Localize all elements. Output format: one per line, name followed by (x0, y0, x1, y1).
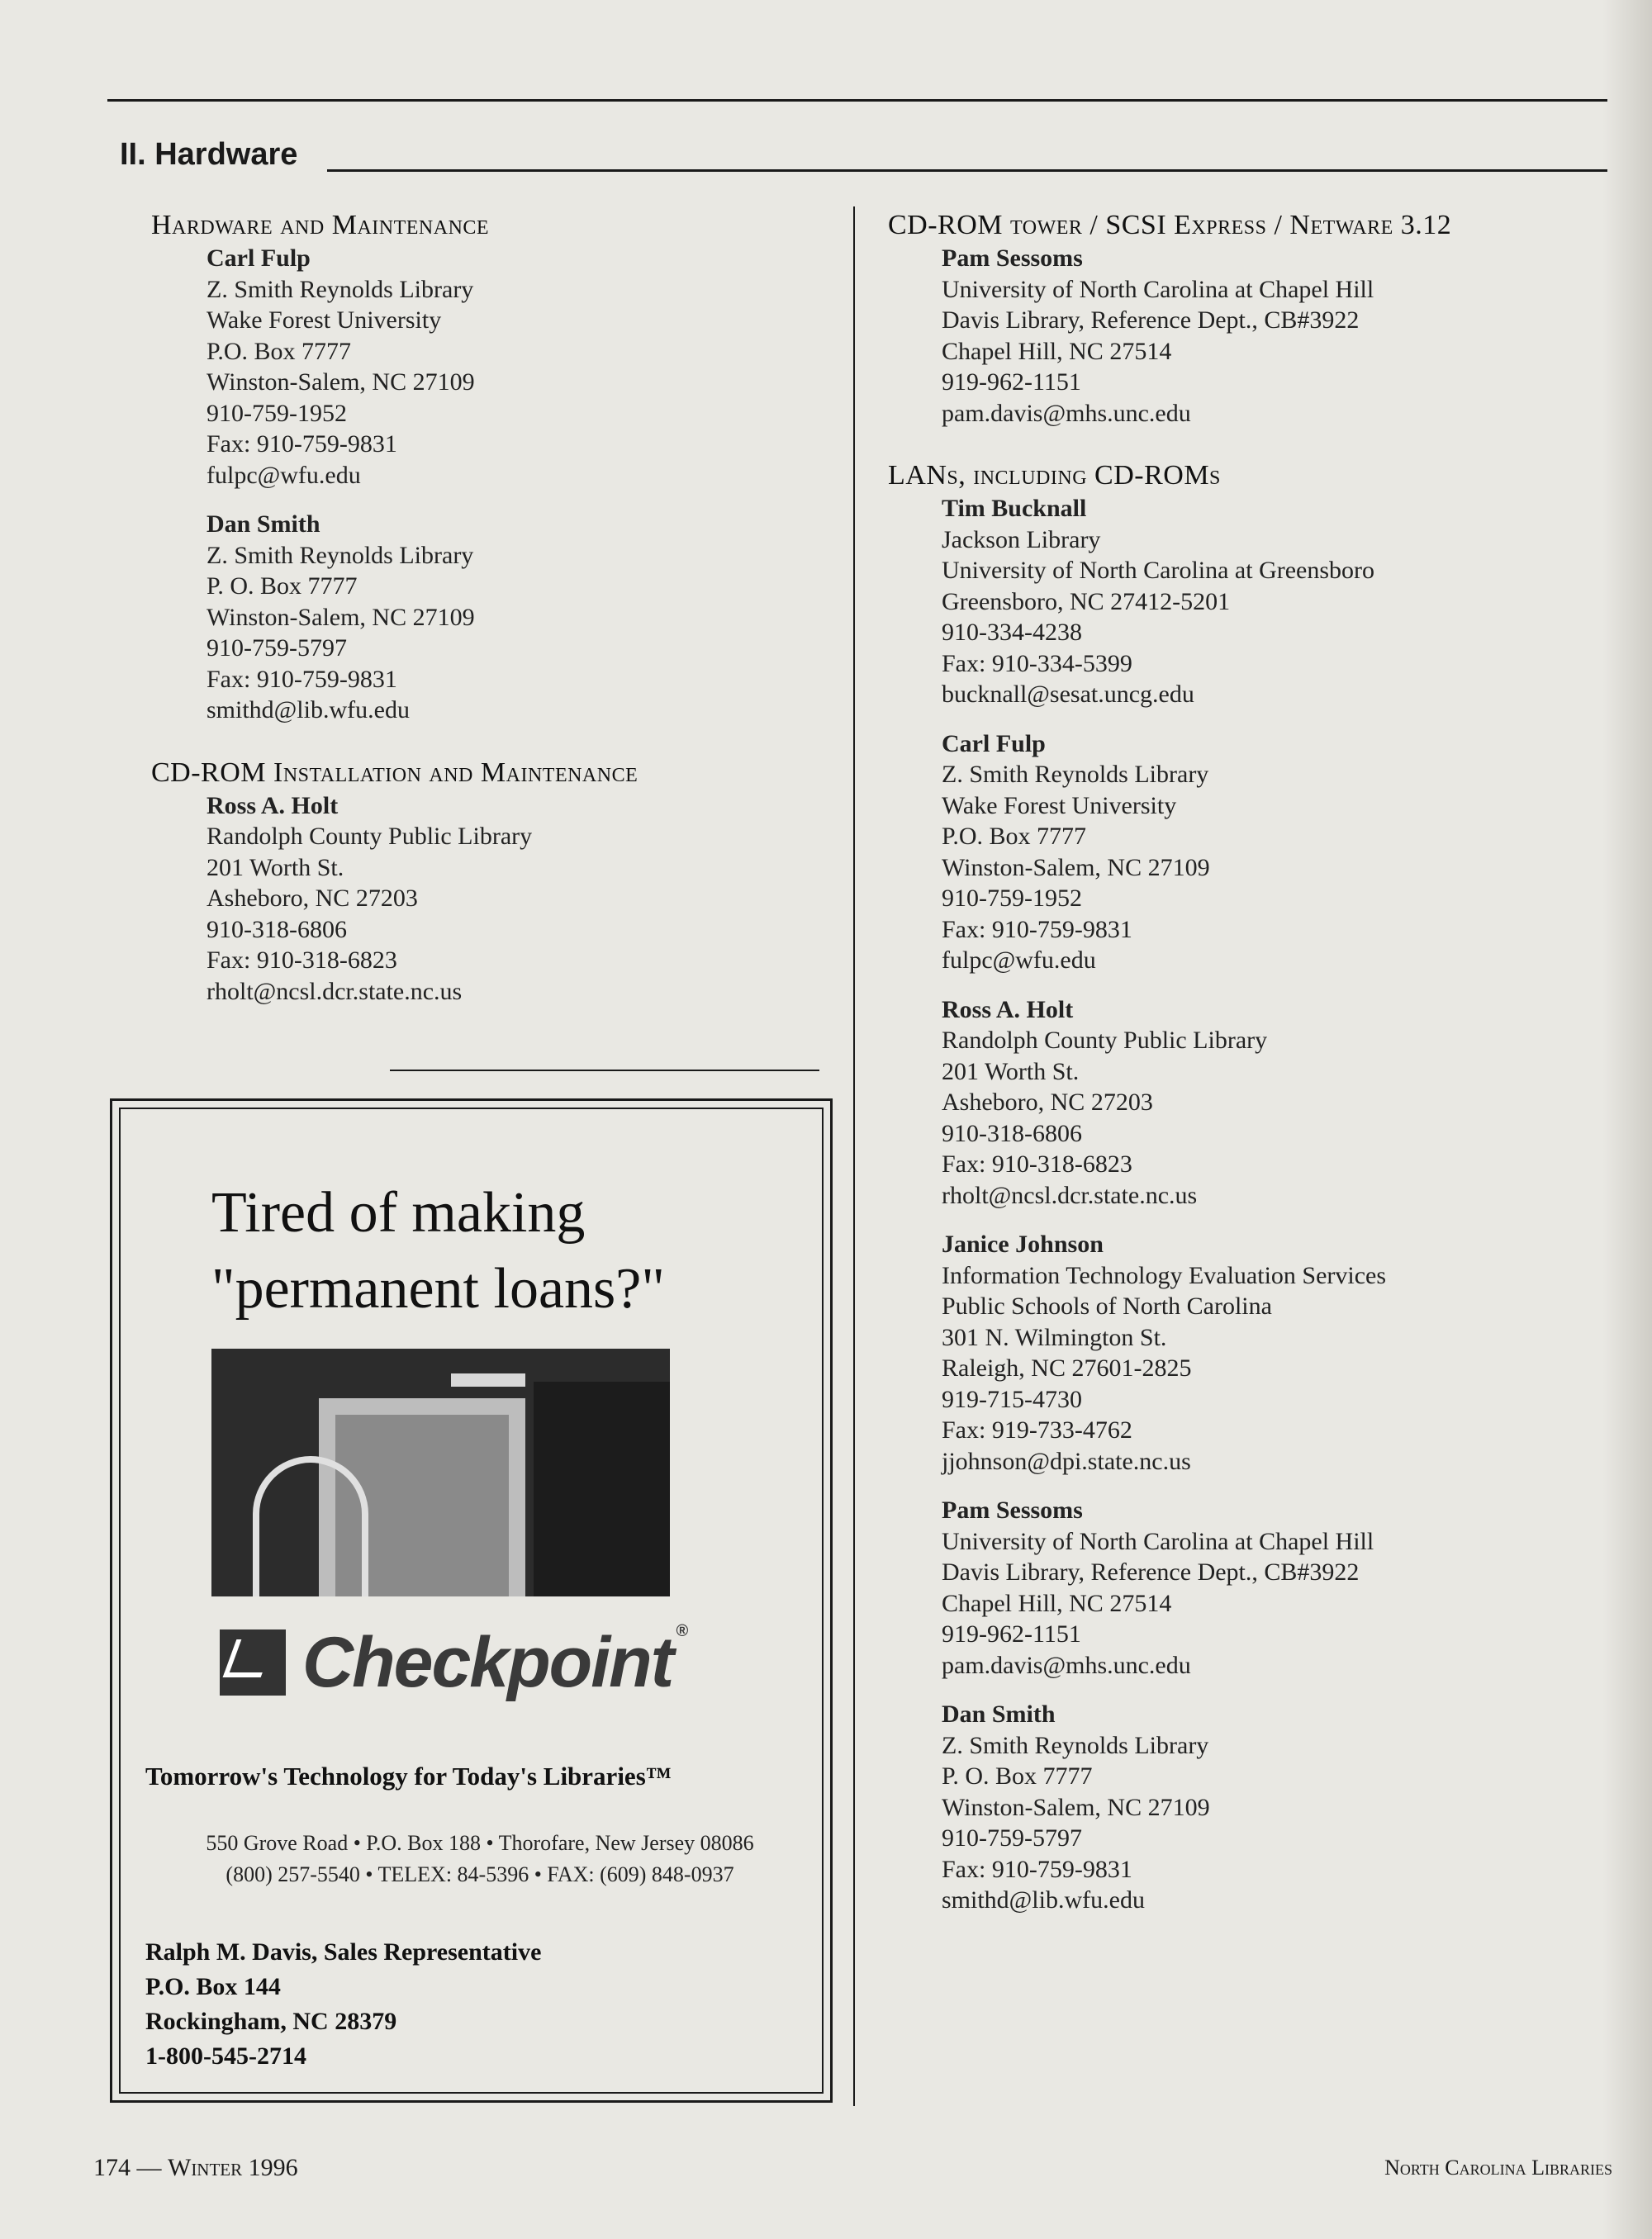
contact-line: 910-318-6806 (206, 915, 347, 943)
contact-line: Z. Smith Reynolds Library (206, 275, 474, 303)
contact-email: rholt@ncsl.dcr.state.nc.us (206, 977, 463, 1005)
category-spacer (888, 429, 1598, 458)
contact-line: Fax: 910-759-9831 (942, 1855, 1132, 1883)
contact-line: 910-759-5797 (942, 1824, 1082, 1852)
contact-name: Ross A. Holt (942, 995, 1074, 1023)
contact-email: rholt@ncsl.dcr.state.nc.us (942, 1181, 1198, 1209)
category-heading: CD-ROM tower / SCSI Express / Netware 3.12 (888, 210, 1452, 240)
contact-line: Asheboro, NC 27203 (206, 885, 418, 912)
photo-security-gate (253, 1456, 368, 1596)
contact-line: Z. Smith Reynolds Library (942, 761, 1209, 788)
contact-line: Winston-Salem, NC 27109 (206, 603, 475, 631)
section-title: II. Hardware (120, 137, 298, 172)
footer-separator: — (136, 2154, 162, 2181)
contact-line: Wake Forest University (942, 791, 1177, 819)
category-heading: Hardware and Maintenance (151, 210, 490, 240)
contact-entry (942, 1229, 1598, 1477)
contact-spacer (153, 491, 838, 509)
journal-name: North Carolina Libraries (1384, 2156, 1612, 2180)
contact-name: Carl Fulp (942, 729, 1046, 757)
page-number: 174 (93, 2154, 131, 2181)
contact-email: pam.davis@mhs.unc.edu (942, 1651, 1191, 1679)
footer-left (93, 2154, 298, 2182)
photo-light (451, 1373, 525, 1387)
issue-date: Winter 1996 (168, 2154, 298, 2181)
contact-line: Winston-Salem, NC 27109 (942, 853, 1210, 881)
contact-line: Fax: 910-334-5399 (942, 649, 1132, 677)
photo-shelf (534, 1382, 670, 1596)
ad-rep-line: Rockingham, NC 28379 (145, 2008, 397, 2035)
ad-headline (211, 1175, 665, 1327)
contact-line: Fax: 910-759-9831 (206, 665, 397, 693)
contact-line: Winston-Salem, NC 27109 (942, 1793, 1210, 1821)
left-column (153, 208, 838, 1007)
right-column (888, 208, 1598, 1916)
ad-sales-rep (145, 1935, 541, 2074)
contact-email: pam.davis@mhs.unc.edu (942, 399, 1191, 427)
contact-line: 201 Worth St. (942, 1057, 1080, 1085)
contact-line: Fax: 919-733-4762 (942, 1416, 1132, 1444)
contact-line: Raleigh, NC 27601-2825 (942, 1354, 1192, 1382)
contact-line: P. O. Box 7777 (942, 1762, 1093, 1790)
contact-line: 919-962-1151 (942, 1620, 1081, 1648)
contact-entry (942, 1699, 1598, 1916)
category-heading: CD-ROM Installation and Maintenance (151, 757, 638, 788)
logo-wordmark: Checkpoint (302, 1622, 673, 1702)
contact-line: Chapel Hill, NC 27514 (942, 337, 1172, 365)
contact-entry (942, 994, 1598, 1212)
contact-name: Dan Smith (206, 510, 320, 538)
ad-address-line-1: 550 Grove Road • P.O. Box 188 • Thorofare, New Jersey 08086 (206, 1831, 754, 1855)
contact-line: 910-334-4238 (942, 619, 1082, 646)
contact-email: fulpc@wfu.edu (942, 946, 1096, 974)
contact-email: fulpc@wfu.edu (206, 461, 361, 489)
contact-line: Public Schools of North Carolina (942, 1293, 1272, 1320)
contact-name: Ross A. Holt (206, 791, 339, 819)
contact-line: Greensboro, NC 27412-5201 (942, 587, 1231, 615)
contact-line: Jackson Library (942, 525, 1101, 553)
ad-photo (211, 1349, 670, 1596)
contact-email: smithd@lib.wfu.edu (942, 1886, 1145, 1914)
contact-name: Tim Bucknall (942, 495, 1087, 522)
top-rule (107, 99, 1607, 102)
contact-entry (942, 728, 1598, 976)
contact-spacer (888, 1681, 1598, 1699)
contact-email: bucknall@sesat.uncg.edu (942, 681, 1194, 708)
checkpoint-logo-text (302, 1622, 686, 1704)
contact-line: Fax: 910-318-6823 (206, 946, 397, 974)
contact-line: Chapel Hill, NC 27514 (942, 1589, 1172, 1617)
category-spacer (153, 726, 838, 756)
contact-line: 919-962-1151 (942, 368, 1081, 396)
section-rule (327, 169, 1607, 172)
contact-entry (942, 243, 1598, 429)
checkpoint-advertisement (110, 1098, 833, 2103)
column-divider (853, 206, 855, 2106)
contact-line: 919-715-4730 (942, 1385, 1082, 1413)
contact-spacer (888, 1211, 1598, 1229)
contact-line: Winston-Salem, NC 27109 (206, 368, 475, 396)
contact-entry (206, 243, 838, 491)
contact-line: 201 Worth St. (206, 853, 344, 881)
contact-line: Randolph County Public Library (942, 1027, 1268, 1054)
category-heading: LANs, including CD-ROMs (888, 460, 1221, 491)
contact-line: Wake Forest University (206, 306, 442, 334)
contact-line: 301 N. Wilmington St. (942, 1323, 1167, 1351)
contact-line: Fax: 910-759-9831 (206, 430, 397, 458)
ad-address (145, 1828, 814, 1890)
contact-entry (206, 509, 838, 726)
contact-line: Information Technology Evaluation Services (942, 1261, 1387, 1289)
contact-line: Fax: 910-318-6823 (942, 1150, 1132, 1178)
registered-mark: ® (676, 1621, 687, 1640)
contact-email: smithd@lib.wfu.edu (206, 696, 410, 723)
contact-line: University of North Carolina at Chapel Hill (942, 1527, 1374, 1555)
ad-address-line-2: (800) 257-5540 • TELEX: 84-5396 • FAX: (609) 848-0937 (225, 1862, 734, 1886)
contact-line: P. O. Box 7777 (206, 572, 358, 600)
contact-line: 910-318-6806 (942, 1119, 1082, 1147)
contact-line: 910-759-5797 (206, 634, 347, 662)
contact-line: Randolph County Public Library (206, 823, 533, 850)
page-edge-shadow (1602, 0, 1652, 2239)
contact-spacer (888, 710, 1598, 728)
contact-name: Carl Fulp (206, 244, 311, 272)
ad-headline-line-2: "permanent loans?" (211, 1257, 665, 1321)
contact-line: Davis Library, Reference Dept., CB#3922 (942, 306, 1360, 334)
contact-name: Dan Smith (942, 1701, 1056, 1728)
contact-line: P.O. Box 7777 (206, 337, 352, 365)
contact-line: Asheboro, NC 27203 (942, 1089, 1153, 1116)
ad-rep-line: P.O. Box 144 (145, 1973, 281, 2000)
contact-entry (942, 493, 1598, 710)
ad-headline-line-1: Tired of making (211, 1181, 586, 1245)
contact-name: Janice Johnson (942, 1231, 1104, 1258)
ad-top-rule (390, 1070, 819, 1071)
contact-line: University of North Carolina at Greensboro (942, 557, 1375, 584)
contact-name: Pam Sessoms (942, 244, 1083, 272)
contact-spacer (888, 1477, 1598, 1495)
contact-line: 910-759-1952 (942, 885, 1082, 912)
contact-entry (206, 790, 838, 1008)
ad-tagline: Tomorrow's Technology for Today's Libraries™ (145, 1762, 672, 1791)
ad-inner-frame (119, 1108, 824, 2094)
checkpoint-logo (220, 1621, 686, 1704)
contact-line: Davis Library, Reference Dept., CB#3922 (942, 1558, 1360, 1586)
contact-spacer (888, 976, 1598, 994)
contact-line: University of North Carolina at Chapel Hill (942, 275, 1374, 303)
checkpoint-logo-icon (220, 1629, 286, 1696)
contact-line: P.O. Box 7777 (942, 823, 1087, 850)
contact-name: Pam Sessoms (942, 1497, 1083, 1524)
contact-line: Z. Smith Reynolds Library (206, 541, 474, 569)
contact-entry (942, 1495, 1598, 1681)
ad-rep-line: 1-800-545-2714 (145, 2042, 306, 2070)
contact-line: 910-759-1952 (206, 399, 347, 427)
contact-email: jjohnson@dpi.state.nc.us (942, 1447, 1191, 1475)
ad-rep-line: Ralph M. Davis, Sales Representative (145, 1938, 542, 1966)
contact-line: Z. Smith Reynolds Library (942, 1731, 1209, 1759)
contact-line: Fax: 910-759-9831 (942, 915, 1132, 943)
